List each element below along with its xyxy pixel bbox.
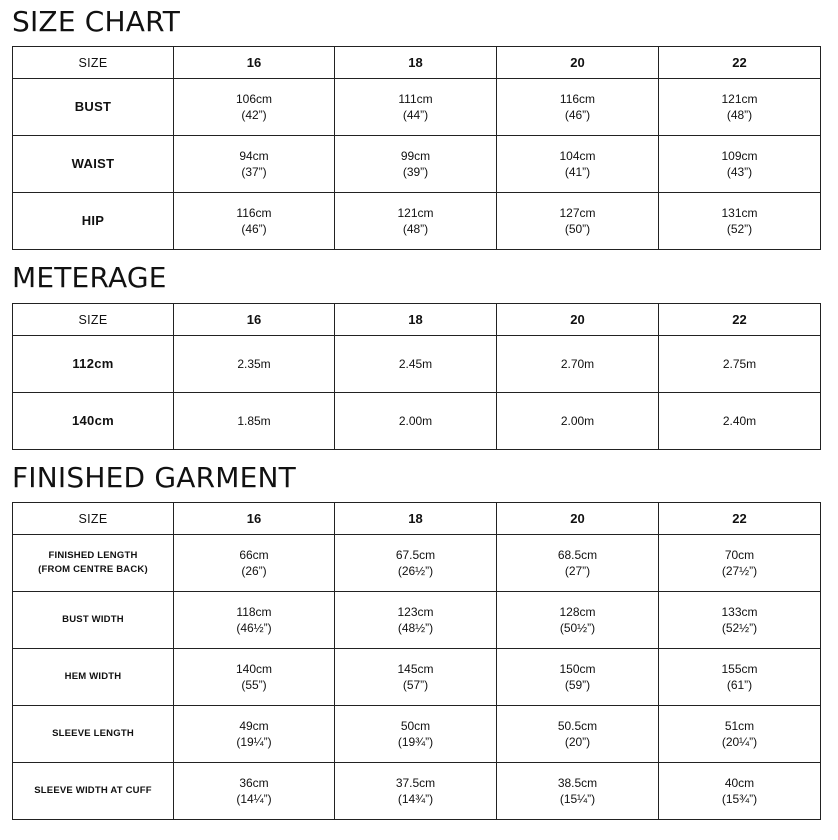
row-label-hip: HIP xyxy=(13,193,174,250)
row-label-bust-width: BUST WIDTH xyxy=(13,592,174,649)
table-cell: 131cm (52”) xyxy=(659,193,821,250)
table-cell: 70cm (27½”) xyxy=(659,535,821,592)
table-cell: 40cm (15¾”) xyxy=(659,763,821,820)
table-cell: 66cm (26”) xyxy=(174,535,335,592)
table-row xyxy=(13,649,821,706)
table-header-row xyxy=(13,304,821,336)
table-cell: 36cm (14¼”) xyxy=(174,763,335,820)
table-cell: 116cm (46”) xyxy=(497,79,659,136)
table-cell: 118cm (46½”) xyxy=(174,592,335,649)
table-row xyxy=(13,193,821,250)
size-chart-table xyxy=(12,46,821,250)
table-cell: 2.35m xyxy=(174,336,335,393)
table-cell: 121cm (48”) xyxy=(659,79,821,136)
row-label-112cm: 112cm xyxy=(13,336,174,393)
table-cell: 104cm (41”) xyxy=(497,136,659,193)
table-row xyxy=(13,706,821,763)
table-row xyxy=(13,393,821,450)
size-18-header: 18 xyxy=(335,47,497,79)
table-cell: 1.85m xyxy=(174,393,335,450)
finished-garment-table xyxy=(12,502,821,820)
row-label-140cm: 140cm xyxy=(13,393,174,450)
table-cell: 121cm (48”) xyxy=(335,193,497,250)
table-cell: 123cm (48½”) xyxy=(335,592,497,649)
table-header-row xyxy=(13,47,821,79)
finished-garment-title: FINISHED GARMENT xyxy=(12,461,296,494)
table-cell: 155cm (61”) xyxy=(659,649,821,706)
table-cell: 2.75m xyxy=(659,336,821,393)
table-row xyxy=(13,136,821,193)
row-label-sleeve-length: SLEEVE LENGTH xyxy=(13,706,174,763)
table-cell: 127cm (50”) xyxy=(497,193,659,250)
table-cell: 140cm (55”) xyxy=(174,649,335,706)
size-18-header: 18 xyxy=(335,503,497,535)
table-cell: 38.5cm (15¼”) xyxy=(497,763,659,820)
size-header-label: SIZE xyxy=(13,503,174,535)
meterage-title: METERAGE xyxy=(12,261,167,294)
table-cell: 111cm (44”) xyxy=(335,79,497,136)
row-label-hem-width: HEM WIDTH xyxy=(13,649,174,706)
table-cell: 67.5cm (26½”) xyxy=(335,535,497,592)
table-row xyxy=(13,336,821,393)
table-header-row xyxy=(13,503,821,535)
row-label-sleeve-width-at-cuff: SLEEVE WIDTH AT CUFF xyxy=(13,763,174,820)
size-chart-title: SIZE CHART xyxy=(12,5,181,38)
table-row xyxy=(13,763,821,820)
table-cell: 145cm (57”) xyxy=(335,649,497,706)
size-22-header: 22 xyxy=(659,503,821,535)
table-cell: 116cm (46”) xyxy=(174,193,335,250)
table-cell: 133cm (52½”) xyxy=(659,592,821,649)
row-label-finished-length: FINISHED LENGTH (FROM CENTRE BACK) xyxy=(13,535,174,592)
table-cell: 106cm (42”) xyxy=(174,79,335,136)
table-row xyxy=(13,592,821,649)
size-16-header: 16 xyxy=(174,304,335,336)
table-cell: 37.5cm (14¾”) xyxy=(335,763,497,820)
table-cell: 68.5cm (27”) xyxy=(497,535,659,592)
table-cell: 2.45m xyxy=(335,336,497,393)
size-16-header: 16 xyxy=(174,503,335,535)
table-cell: 2.00m xyxy=(335,393,497,450)
table-cell: 2.40m xyxy=(659,393,821,450)
table-cell: 128cm (50½”) xyxy=(497,592,659,649)
row-label-waist: WAIST xyxy=(13,136,174,193)
size-20-header: 20 xyxy=(497,304,659,336)
table-cell: 99cm (39”) xyxy=(335,136,497,193)
table-cell: 50.5cm (20”) xyxy=(497,706,659,763)
table-row xyxy=(13,79,821,136)
table-cell: 2.00m xyxy=(497,393,659,450)
size-header-label: SIZE xyxy=(13,304,174,336)
table-cell: 49cm (19¼”) xyxy=(174,706,335,763)
table-cell: 94cm (37”) xyxy=(174,136,335,193)
size-20-header: 20 xyxy=(497,503,659,535)
meterage-table xyxy=(12,303,821,450)
table-cell: 2.70m xyxy=(497,336,659,393)
size-20-header: 20 xyxy=(497,47,659,79)
size-22-header: 22 xyxy=(659,304,821,336)
table-cell: 50cm (19¾”) xyxy=(335,706,497,763)
size-22-header: 22 xyxy=(659,47,821,79)
row-label-bust: BUST xyxy=(13,79,174,136)
table-cell: 109cm (43”) xyxy=(659,136,821,193)
table-cell: 150cm (59”) xyxy=(497,649,659,706)
size-16-header: 16 xyxy=(174,47,335,79)
table-row xyxy=(13,535,821,592)
table-cell: 51cm (20¼”) xyxy=(659,706,821,763)
size-18-header: 18 xyxy=(335,304,497,336)
size-header-label: SIZE xyxy=(13,47,174,79)
